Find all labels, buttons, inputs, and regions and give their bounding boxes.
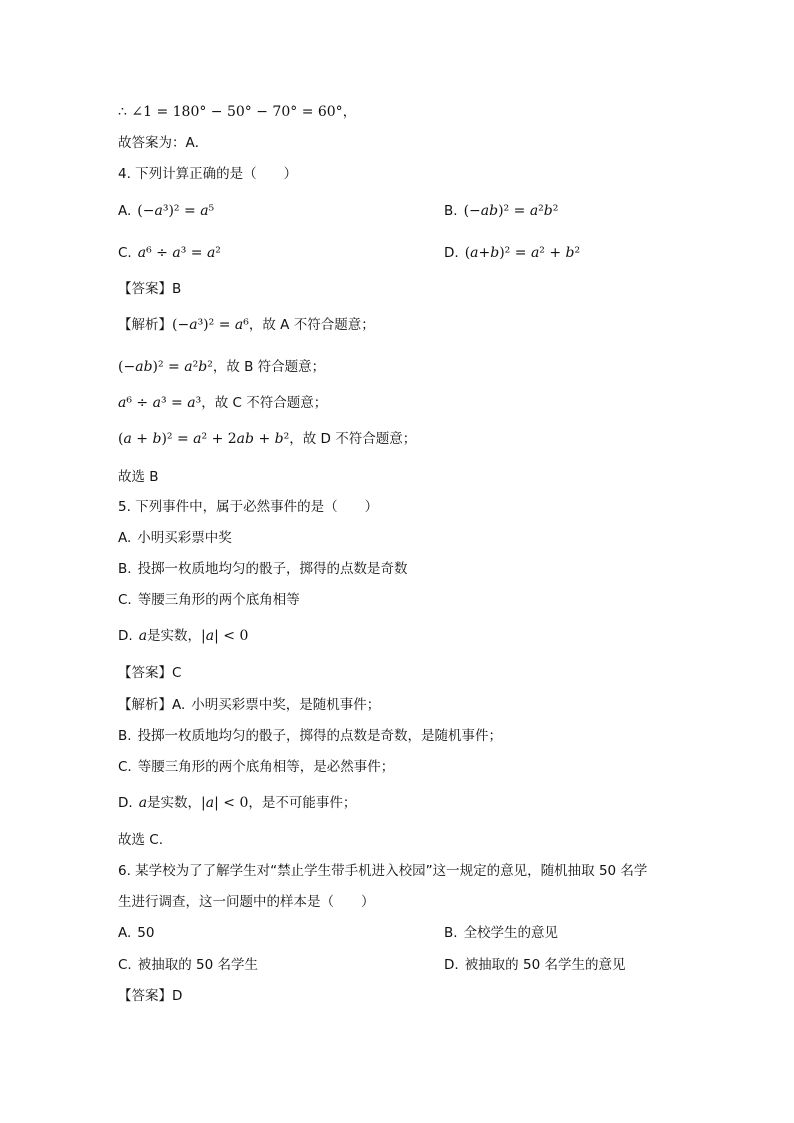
q4-analysis-d xyxy=(118,428,416,450)
q4-answer: 【答案】B xyxy=(118,281,182,297)
q4-analysis-c xyxy=(118,392,327,414)
q4-stem: 4. 下列计算正确的是（ ） xyxy=(118,166,298,182)
prev-solution-conclusion: 故答案为：A． xyxy=(118,135,209,151)
option-text: 是实数， xyxy=(147,628,202,644)
q5-analysis-c xyxy=(118,756,394,778)
q5-option-a xyxy=(118,527,232,549)
analysis-inequality: |a| < 0 xyxy=(201,795,249,811)
analysis-label: C. xyxy=(118,759,132,775)
q4-conclusion: 故选 B xyxy=(118,469,159,485)
analysis-text: ，故 D 不符合题意； xyxy=(289,431,417,447)
analysis-tail: ，是不可能事件； xyxy=(248,795,357,811)
option-equation: (a+b)² = a² + b² xyxy=(464,245,581,261)
q5-option-b xyxy=(118,558,408,580)
q5-option-d xyxy=(118,625,248,647)
option-equation: a⁶ ÷ a³ = a² xyxy=(137,245,221,261)
analysis-equation: (−a³)² = a⁶ xyxy=(172,317,249,333)
analysis-variable: a xyxy=(138,795,148,811)
q6-stem-line-1: 6. 某学校为了了解学生对“禁止学生带手机进入校园”这一规定的意见，随机抽取 50 名学 xyxy=(118,863,648,879)
option-label: C. xyxy=(118,957,132,973)
analysis-text: ，故 A 不符合题意； xyxy=(248,317,375,333)
option-text: 投掷一枚质地均匀的骰子，掷得的点数是奇数 xyxy=(137,561,408,577)
analysis-text: 等腰三角形的两个底角相等，是必然事件； xyxy=(137,759,395,775)
q6-stem-line-2: 生进行调查，这一问题中的样本是（ ） xyxy=(118,894,375,910)
q4-analysis-a xyxy=(118,314,375,336)
option-label: A. xyxy=(118,530,132,546)
analysis-equation: (a + b)² = a² + 2ab + b² xyxy=(118,431,290,447)
option-label: C. xyxy=(118,245,132,261)
option-variable: a xyxy=(138,628,148,644)
option-equation: (−a³)² = a⁵ xyxy=(137,203,215,219)
q6-answer: 【答案】D xyxy=(118,988,183,1004)
q4-option-c xyxy=(118,242,221,264)
option-label: B. xyxy=(444,203,458,219)
option-label: B. xyxy=(444,925,458,941)
option-text: 等腰三角形的两个底角相等 xyxy=(137,592,300,608)
q5-answer: 【答案】C xyxy=(118,665,182,681)
q5-option-c xyxy=(118,589,300,611)
analysis-text: 是实数， xyxy=(147,795,202,811)
option-equation: (−ab)² = a²b² xyxy=(463,203,559,219)
analysis-equation: (−ab)² = a²b² xyxy=(118,359,213,375)
q5-analysis-d xyxy=(118,792,356,814)
q6-option-b xyxy=(444,922,558,944)
analysis-equation: a⁶ ÷ a³ = a³ xyxy=(118,395,202,411)
q4-analysis-b xyxy=(118,356,325,378)
analysis-label: A. xyxy=(172,697,186,713)
option-label: C. xyxy=(118,592,132,608)
prev-solution-equation: ∴ ∠1 = 180° − 50° − 70° = 60° xyxy=(118,104,343,120)
q5-analysis-b xyxy=(118,725,502,747)
option-text: 被抽取的 50 名学生 xyxy=(137,957,258,973)
analysis-text: ，故 B 符合题意； xyxy=(212,359,326,375)
q5-analysis-a xyxy=(118,694,380,716)
q5-conclusion: 故选 C. xyxy=(118,832,164,848)
q5-stem: 5. 下列事件中，属于必然事件的是（ ） xyxy=(118,499,379,515)
option-text: 50 xyxy=(137,925,155,941)
option-label: A. xyxy=(118,203,132,219)
option-text: 被抽取的 50 名学生的意见 xyxy=(464,957,626,973)
option-label: D. xyxy=(118,628,133,644)
q4-option-d xyxy=(444,242,580,264)
analysis-text: 小明买彩票中奖，是随机事件； xyxy=(191,697,381,713)
prev-solution-line xyxy=(118,101,356,123)
analysis-text: ，故 C 不符合题意； xyxy=(201,395,328,411)
q6-option-a xyxy=(118,922,154,944)
option-label: B. xyxy=(118,561,132,577)
analysis-label: D. xyxy=(118,795,133,811)
option-label: A. xyxy=(118,925,132,941)
analysis-tag: 【解析】 xyxy=(118,317,172,333)
q6-option-d xyxy=(444,954,625,976)
analysis-tag: 【解析】 xyxy=(118,697,172,713)
option-text: 小明买彩票中奖 xyxy=(137,530,232,546)
q4-option-b xyxy=(444,200,558,222)
q4-option-a xyxy=(118,200,214,222)
prev-solution-comma: ， xyxy=(342,104,357,120)
analysis-label: B. xyxy=(118,728,132,744)
option-label: D. xyxy=(444,245,459,261)
option-label: D. xyxy=(444,957,459,973)
option-text: 全校学生的意见 xyxy=(463,925,559,941)
q6-option-c xyxy=(118,954,258,976)
option-inequality: |a| < 0 xyxy=(201,628,249,644)
analysis-text: 投掷一枚质地均匀的骰子，掷得的点数是奇数，是随机事件； xyxy=(137,728,503,744)
